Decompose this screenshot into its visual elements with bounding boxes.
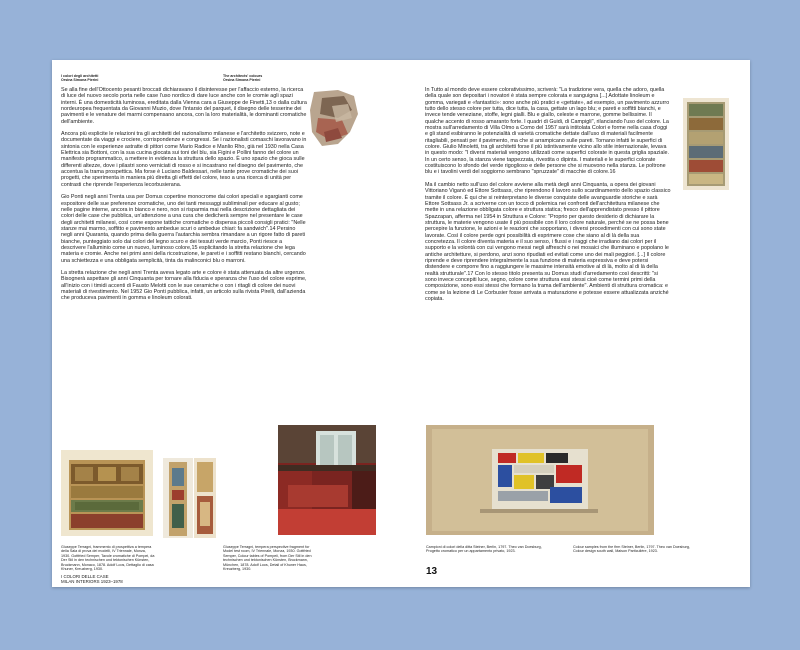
- semper-colour-plate-image: [61, 450, 153, 536]
- right-caption-english: Colour samples from the firm Steiner, Berlin, 1797. Theo van Doesburg, Colour design south wall, Maison Particulière, 1923.: [573, 545, 690, 554]
- paragraph: Se alla fine dell'Ottocento pesanti broccati dichiaravano il disinteresse per l'affaccio esterno, la ricerca di luce del nuovo secolo porta nelle case l'uso nordico di dare luce anche con le cromie agli spazi interni. È una domesticità luminosa, ereditata dalla Vienna cara a Giuseppe de Finetti,13 o dalla cultura nordeuropea frequentata da Giovanni Muzio, dove l'intarsio del parquet, il disegno delle tesserine dei pavimenti e le venature dei marmi compensano ancora, con la loro materialità, le dominanti cromatiche dell'ambiente.: [61, 87, 307, 125]
- page-number: 13: [426, 566, 438, 577]
- paragraph: Ma il cambio netto sull'uso del colore avviene alla metà degli anni Cinquanta, a opera dei giovani Vittoriano Viganò ed Ettore Sottsass, che riprendono il lavoro sullo scardinamento dello spazio classico tramite il colore. È qui che si reinterpretano le diverse conquiste delle avanguardie storiche e sarà Ettore Sottsass Jr. a scriverne con un tocco di polemica nei confronti dell'architettura milanese che mette in una relazione obbligata colore e struttura statica; fresco dell'apprendistato presso il pittore Spazzapan, afferma nel 1954 in Struttura e Colore: "Proprio per questo desiderio di dichiarare la struttura, le materie vengono usate il più possibile con il loro colore naturale, perché se ne possa bene percepire la funzione, le azioni e le reazioni che sopportano, i diversi procedimenti con cui sono state lavorate. Così il colore perde ogni possibilità di esprimere cose che siano al di là della sua concretezza. Il colore diventa materia e il suo senso, i flussi e i raggi che irradiano dai colori per il supporto e la volontà con cui vengono messi negli affreschi o nei mosaici che illuminano e popolano le antiche architetture, si perdono, anzi sono ripudiati ed evitati come uno dei mali peggiori. [...] Il colore riprende e deve riprendere integralmente la sua funzione di materia espressiva e deve potersi distendere e comporre fino a raggiungere le massime intensità emotive al di là, molto al di là della realtà strutturale".17 Con lo stesso titolo presenta su Domus studi d'arredamento così descritti: "si sono invece concepiti luce, segno, colore come struttura essi stessi cioè come termini primi della composizione, sono essi stessi che formano la trama dell'ambiente". Ambienti di struttura cromatica: e come se la lezione di Le Corbusier fosse arrivata a maturazione e potesse essere attualizzata anziché copiata.: [425, 181, 671, 302]
- steiner-colour-samples-image: [683, 98, 729, 190]
- running-head-english: The architects' colours Orsina Simona Pierini: [223, 74, 263, 83]
- right-caption-italian: Campioni di colori della ditta Steiner, Berlin, 1797. Theo van Doesburg, Progetto cromatico per un appartamento privato, 1923.: [426, 545, 542, 554]
- semper-ornament-plate-image: [163, 458, 193, 538]
- right-page: [401, 60, 750, 587]
- paragraph: Gio Ponti negli anni Trenta usa per Domus copertine monocrome dai colori speciali e sgargianti come espositore delle sue preferenze cromatiche, uno dei tanti messaggi subliminali per educare al gusto; nelle pagine interne, ancora in bianco e nero, non si risparmia mai nella descrizione dettagliata dei colori delle case che pubblica, un'attenzione a una cura che dedicherà sempre nel presentare le case degli architetti milanesi, così come espone tattiche cromatiche o dispensa piccoli consigli pratici: "Nelle stanze mai marmo, soffitto e pavimento ambedue scuri o ambedue chiari: fa sandwich".14 Persino negli anni Quaranta, quando prima della guerra l'autarchia sembra rimandare a un rigore fatto di pareti bianche, punteggiato solo dai colori del legno scuro e dei tessuti verde marcio, Ponti riesce a descrivere l'alluminio come un nuovo, luminoso colore,15 esplicitando la stretta relazione che lega materia e cromie. Anche nei primi anni della ricostruzione, le pareti e i soffitti restano bianchi, cercando una schiettezza e una obbligata semplicità, tinta da malinconici blu o marroni.: [61, 194, 306, 264]
- semper-ornament-strip-image: [194, 458, 216, 538]
- left-caption-english: Giuseppe Terragni, tempera perspective fragment for Model test room, IV Triennale, Monza, 1930. Gottfried Semper, Colour tables of Pompeii, from Der Stil in den technischen und tektonischen Künsten, Bruckmann, München, 1878. Adolf Loos, Detail of Khuner Haus, Kreuzberg, 1930.: [223, 545, 312, 572]
- paragraph: Ancora più esplicite le relazioni tra gli architetti del razionalismo milanese e l'architetto svizzero, note e documentate da viaggi e crociere, corrispondenze e congressi. Se i razionalisti comaschi lavoravano in sintonia con le esperienze astratte di pittori come Mario Radice e Manlio Rho, già nel 1930 nella Casa Elettrica sia Bottoni, con la sua cucina giocata sui toni del blu, sia Figini e Pollini fanno del colore un manifesto programmatico, a mettere in evidenza la struttura dello spazio. È uno spazio che gioca sulle differenti altezze, dove i pilastri sono verniciati di rosso e si incastrano nel disegno del pavimento, che accentua la trama prospettica. Ma forse è Luciano Baldessari, nelle tante prove cromatiche dei suoi progetti, che sperimenta in maniera più diretta gli effetti del colore, teso a una ricerca di unità per contrasti che riprende l'esperienza lecorbusierana.: [61, 131, 307, 188]
- left-body-text: [61, 87, 308, 308]
- terragni-fresco-fragment-image: [308, 88, 360, 148]
- paragraph: In Tutto al mondo deve essere colorativissimo, scriverà: "La tradizione vera, quella che adoro, quella della quale son depositari i novatori è stata sempre colorata e sanguigna [...] Adottate linoleum e gomma, variegati e «fantastici»: sono anche più pratici e «gettate», ad esempio, un pavimento azzurro tutto dello stesso colore per tutta, dice tutta, la casa, gettate un lago blu; e pareti e soffitti bianchi, e invece tende veneziane, stoffe, legni gialli. Blu e giallo, celeste e marrone, gomme bellissime. Il qualche accento di rosso amaranto forte. I quadri di Guidi, di Campigli", rilanciando l'uso del colore. La mostra sull'arredamento di Villa Olmo a Como del 1957 sarà intitolata Colori e forme nella casa d'oggi e gli stand esibiranno le potenzialità di varietà cromatiche dettate dall'uso di materiali facilmente ritagliabili, pensati per il pavimento, ma che si arrampicano sulle pareti. Tornano infatti le superfici di colore. Giulio Minoletti, tra gli architetti forse il più istintivamente vicino allo stile internazionale, levava in questo modo: "I diversi materiali vengono utilizzati come superfici colorate in questa griglia spaziale. In un certo senso, la stanza viene tappezzata, rivestita o dipinta. I materiali e le superfici colorate costituiscono lo sfondo del verde rigoglioso e delle persone che si muovono nella stanza. Le poltrone blu e i tavolini verdi del soggiorno sembrano "spruzzate" di macchie di colore.16: [425, 87, 670, 176]
- page-footer: I COLORI DELLE CASE MILAN INTERIORS 1923–1978: [61, 574, 123, 585]
- right-body-text: [425, 87, 671, 308]
- book-spread: [52, 60, 750, 587]
- running-head-italian: I colori degli architetti Orsina Simona Pierini: [61, 74, 99, 83]
- van-doesburg-colour-design-image: [426, 425, 654, 535]
- paragraph: La stretta relazione che negli anni Trenta aveva legato arte e colore è stata attenuata da altre urgenze. Bisognerà aspettare gli anni Cinquanta per tornare alla fiducia e speranza che l'uso del colore esprime, all'inizio con i timidi accenti di Fausto Melotti con le sue ceramiche o con i ritagli di colore dei nuovi materiali di rivestimento. Nel 1952 Gio Ponti pubblica, infatti, un articolo sulla rivista Pirelli, dall'azienda che produceva pavimenti in gomma e linoleum colorati.: [61, 269, 307, 302]
- left-caption-italian: Giuseppe Terragni, frammento di prospettiva a tempera della Sala di prova dei modelli, IV Triennale, Monza, 1930. Gottfried Semper, Tavole cromatiche di Pompei, da Der Stil in den technischen und tektonischen Künsten, Bruckmann, Monaco, 1878. Adolf Loos, Dettaglio di casa Khuner, Kreuzberg, 1930.: [61, 545, 155, 572]
- left-page: [52, 60, 401, 587]
- loos-khuner-interior-image: [278, 425, 376, 535]
